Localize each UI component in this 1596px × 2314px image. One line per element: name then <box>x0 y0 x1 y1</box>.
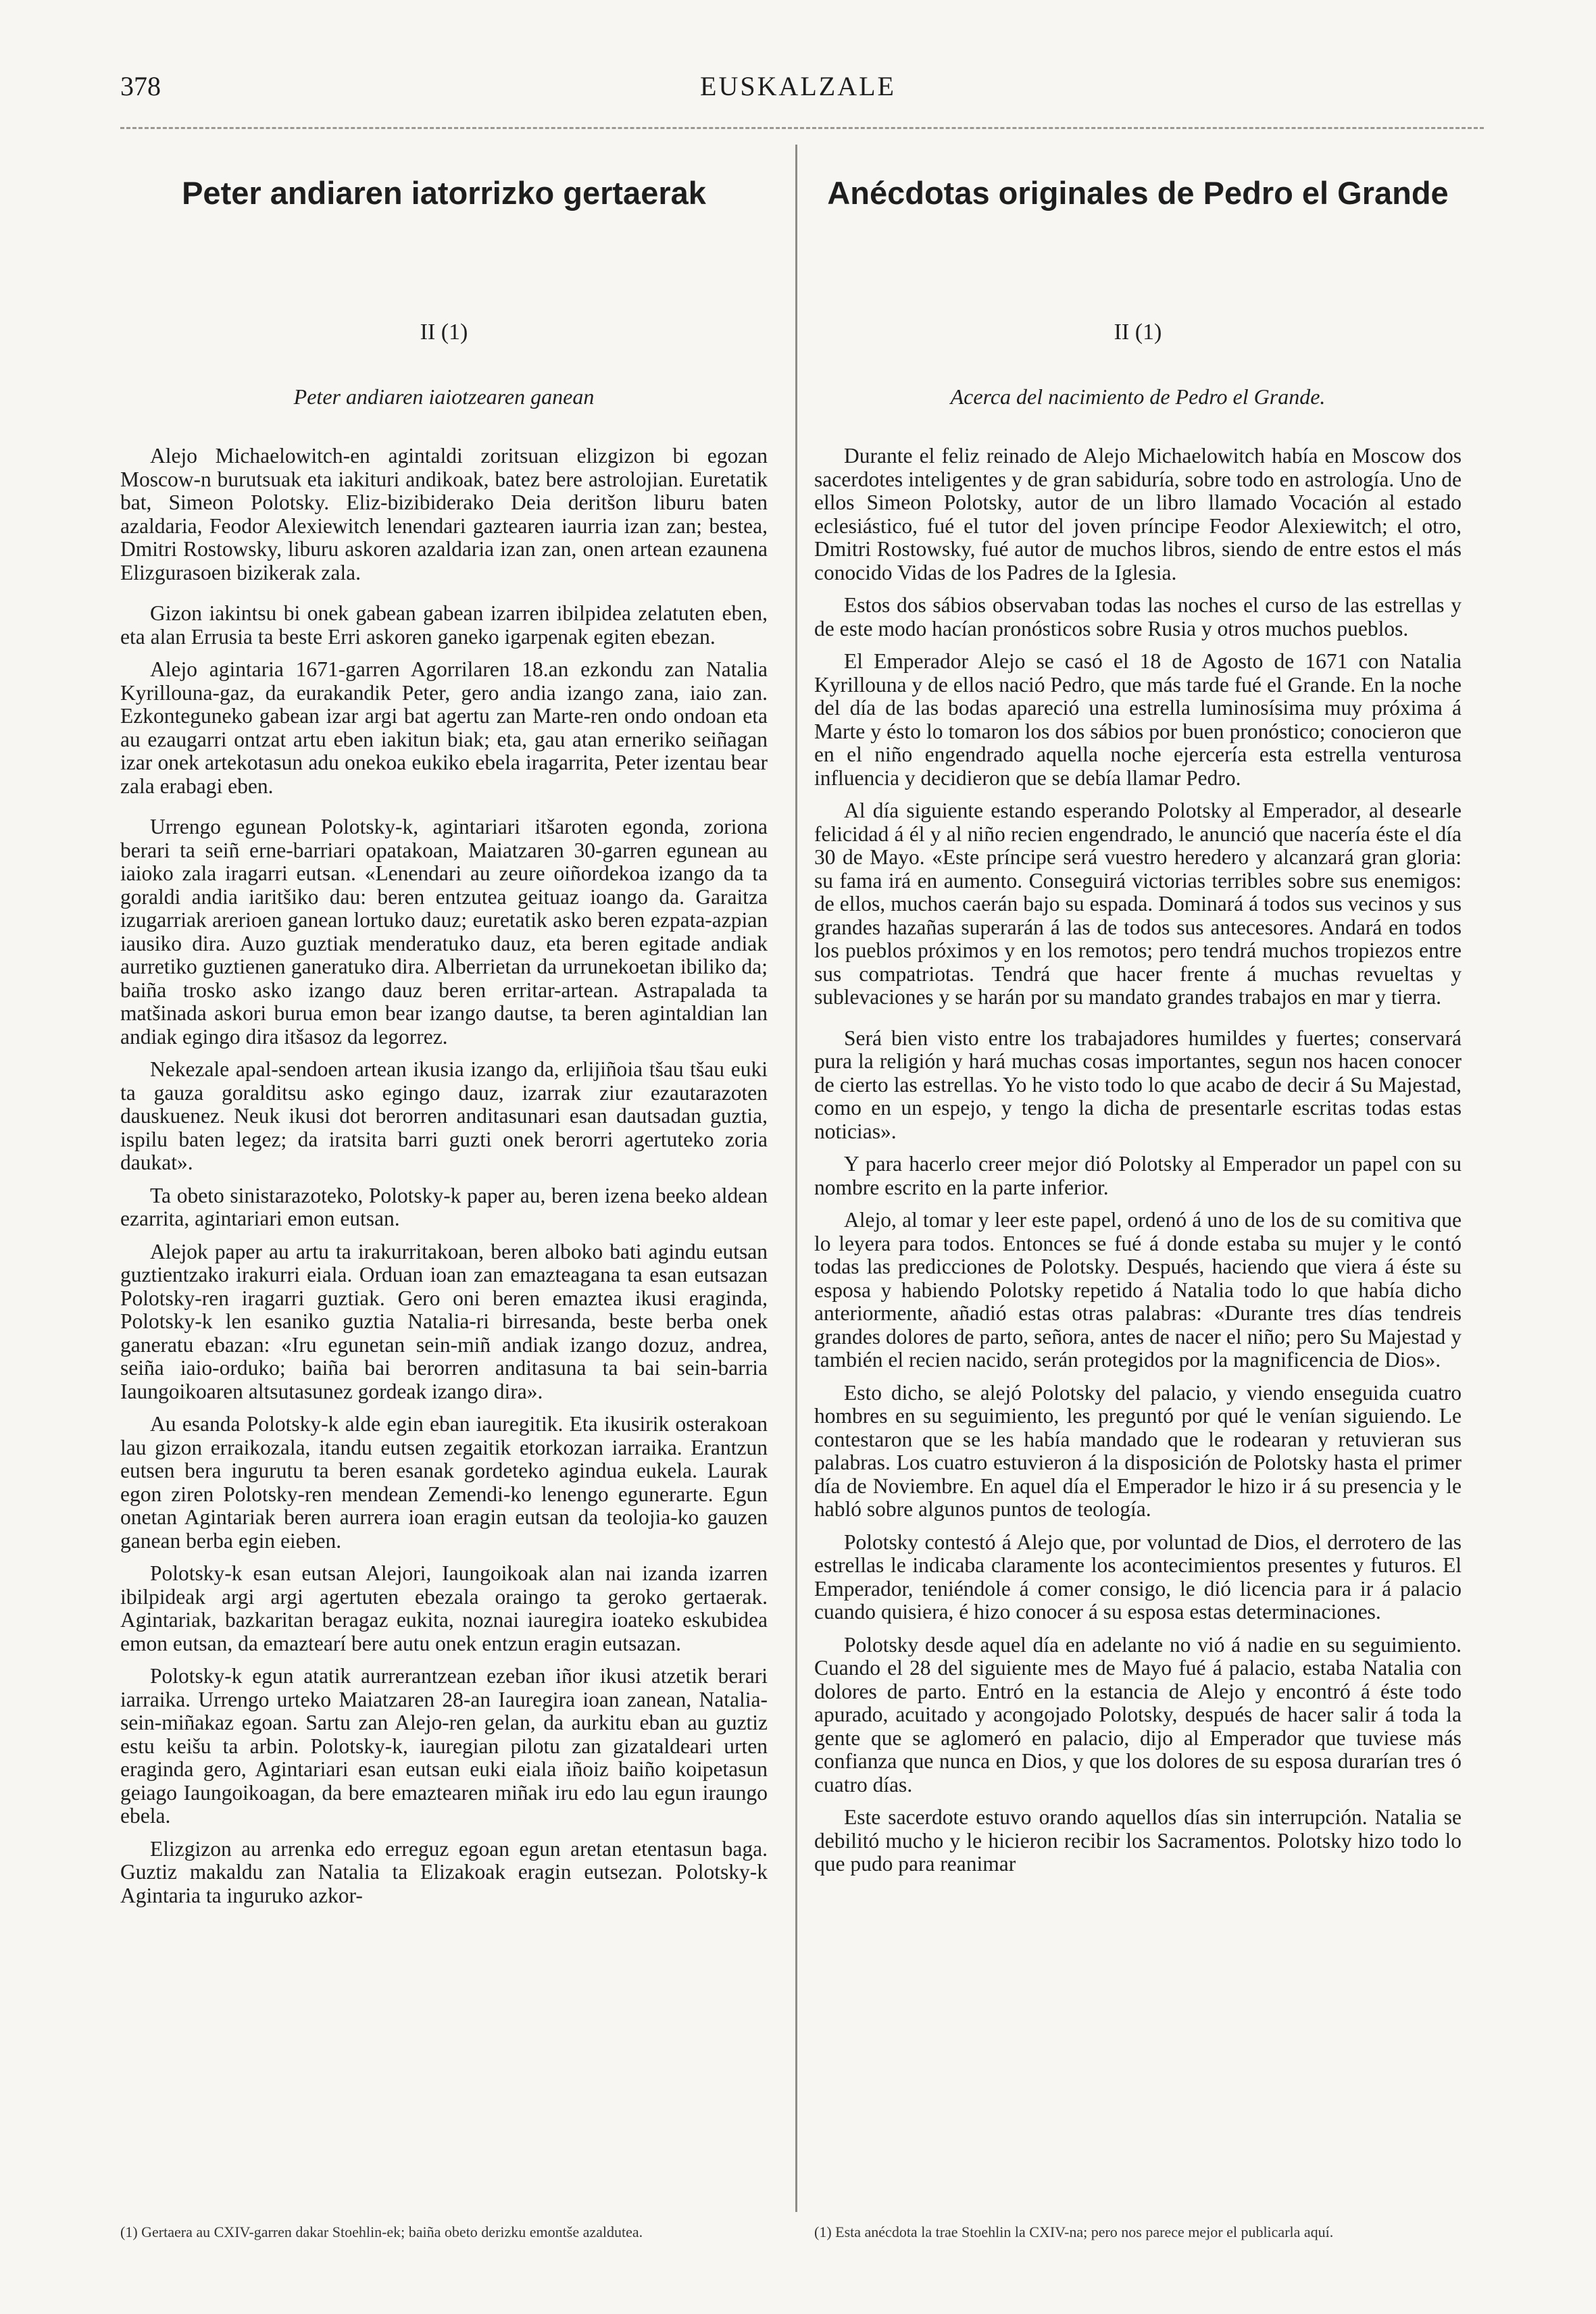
basque-paragraph: Au esanda Polotsky-k alde egin eban iauregitik. Eta ikusirik osterakoan lau gizon erraikozala, itandu eutsen zegaitik etorkozan iarraika. Erantzun eutsen bera ingurutu ta beren esanak gordeteko agindua eukela. Laurak egon ziren Polotsky-ren mendean Zemendi-ko lenengo egunerarte. Egun onetan Agintariak beren aurrera ioan eragin eutsan da teolojia-ko gauzen ganean berba egin eieben. <box>120 1412 768 1553</box>
basque-column <box>120 174 768 1917</box>
spanish-paragraph: Estos dos sábios observaban todas las noches el curso de las estrellas y de este modo hacían pronósticos sobre Rusia y otros muchos pueblos. <box>814 593 1462 640</box>
page-number: 378 <box>120 71 161 101</box>
basque-paragraph: Polotsky-k egun atatik aurrerantzean ezeban iñor ikusi atzetik berari iarraika. Urrengo urteko Maiatzaren 28-an Iauregira ioan zanean, Natalia-sein-miñakaz egoan. Sartu zan Alejo-ren gelan, da aurkitu eban au guztiz estu keišu ta arbin. Polotsky-k, iauregian pilotu zan gizataldeari urten eraginda gero, Agintariari esan eutsan euki eiala iñoiz baiño koipetasun geiago Iaungoikoagan, da bere emaztearen miñak iru edo lau egun iraungo ebela. <box>120 1664 768 1828</box>
basque-paragraph: Urrengo egunean Polotsky-k, agintariari itšaroten egonda, zoriona berari ta seiñ erne-barriari opatakoan, Maiatzaren 30-garren egunean au iaioko zala iragarri eutsan. «Lenendari au zeure oiñordekoa izango da ta goraldi andia iaritšiko dau: beren entzutea geituaz ioango da. Garaitza izugarriak arerioen ganean lortuko dauz; euretatik asko beren ezpata-azpian iausiko dira. Auzo guztiak menderatuko dauz, eta beren egitade andiak aurretiko guztienen ganeratuko dira. Alberrietan da urrunekoetan ibiliko da; baiña trosko asko izango dauz beren erritar-artean. Astrapalada ta matšinada askori burua emon bear izango dautse, ta beren agintaldian lan andiak egingo dira itšasoz da legorrez. <box>120 815 768 1049</box>
spanish-title: Anécdotas originales de Pedro el Grande <box>827 175 1449 211</box>
spanish-paragraph: Polotsky contestó á Alejo que, por voluntad de Dios, el derrotero de las estrellas le indicaba claramente los acontecimientos presentes y futuros. El Emperador, teniéndole á comer consigo, le dió licencia para ir á palacio cuando quisiera, é hizo conocer á su esposa estas determinaciones. <box>814 1530 1462 1624</box>
spanish-paragraph: Esto dicho, se alejó Polotsky del palacio, y viendo enseguida cuatro hombres en su seguimiento, les preguntó por qué le venían siguiendo. Le contestaron que se les había mandado que le rodearan y retuvieran sus palabras. Los cuatro estuvieron á la disposición de Polotsky hasta el primer día de Noviembre. En aquel día el Emperador le hizo ir á su presencia y le habló sobre algunos puntos de teología. <box>814 1380 1462 1521</box>
spanish-subtitle: Acerca del nacimiento de Pedro el Grande. <box>950 384 1326 409</box>
spanish-paragraph: Y para hacerlo creer mejor dió Polotsky al Emperador un papel con su nombre escrito en la parte inferior. <box>814 1152 1462 1199</box>
basque-paragraph: Alejo agintaria 1671-garren Agorrilaren 18.an ezkondu zan Natalia Kyrillouna-gaz, da eurakandik Peter, gero andia izango zana, iaio zan. Ezkonteguneko gabean izar argi bat agertu zan Marte-ren ondo ondoan eta au ezaugarri ontzat artu eben iakitun biak; eta, gau atan erneriko seiñagan izar onek artekotasun adu onekoa eukiko ebela iragarrita, Peter izentau bear zala erabagi eben. <box>120 657 768 798</box>
basque-paragraph: Polotsky-k esan eutsan Alejori, Iaungoikoak alan nai izanda izarren ibilpideak argi argi agertuten ebezala oraingo ta geroko gertaerak. Agintariak, bazkaritan beragaz eukita, noznai iauregira ioateko eskubidea emon eutsan, da emaztearí bere autu onek entzun eragin eutsazan. <box>120 1561 768 1655</box>
basque-paragraph: Ta obeto sinistarazoteko, Polotsky-k paper au, beren izena beeko aldean ezarrita, agintariari emon eutsan. <box>120 1183 768 1230</box>
spanish-column <box>814 174 1462 1886</box>
spanish-paragraph: Alejo, al tomar y leer este papel, ordenó á uno de los de su comitiva que lo leyera para todos. Entonces se fué á donde estaba su mujer y le contó todas las predicciones de Polotsky. Después, haciendo que viera á éste su esposa y habiendo Polotsky repetido á Natalia todo lo que había dicho anteriormente, añadió estas otras palabras: «Durante tres días tendreis grandes dolores de parto, señora, antes de nacer el niño; pero Su Majestad y también el recien nacido, serán protegidos por la magnificencia de Dios». <box>814 1208 1462 1372</box>
basque-paragraph: Elizgizon au arrenka edo erreguz egoan egun aretan etentasun baga. Guztiz makaldu zan Natalia ta Elizakoak eragin eutsezan. Polotsky-k Agintaria ta inguruko azkor- <box>120 1836 768 1907</box>
basque-paragraph: Alejo Michaelowitch-en agintaldi zoritsuan elizgizon bi egozan Moscow-n burutsuak eta iakituri andikoak, batez bere astrolojian. Euretatik bat, Simeon Polotsky. Eliz-bizibiderako Deia deritšon liburu baten azaldaria, Feodor Alexiewitch lenendari gaztearen iaurria izan zan; bestea, Dmitri Rostowsky, liburu askoren azaldaria izan zan, onen artean ezaunena Elizgurasoen bizikerak zala. <box>120 444 768 584</box>
running-title: EUSKALZALE <box>700 71 896 101</box>
spanish-paragraph: Este sacerdote estuvo orando aquellos días sin interrupción. Natalia se debilitó mucho y le hicieron recibir los Sacramentos. Polotsky hizo todo lo que pudo para reanimar <box>814 1805 1462 1876</box>
column-divider <box>795 145 797 2212</box>
basque-paragraph: Alejok paper au artu ta irakurritakoan, beren alboko bati agindu eutsan guztientzako irakurri eiala. Orduan ioan zan emazteagana ta esan eutsazan Polotsky-ren iragarri guztiak. Gero oni beren emaztea ikusi eraginda, Polotsky-k len esaniko guztia Natalia-ri birresanda, beste berba onek ganeratu ebazan: «Iru egunetan sein-miñ andiak izango dozuz, andrea, seiña iaio-orduko; baiña bai berorren anditasuna ta bai sein-barria Iaungoikoaren altsutasunez gordeak izango dira». <box>120 1239 768 1403</box>
basque-paragraph: Nekezale apal-sendoen artean ikusia izango da, erlijiñoia tšau tšau euki ta gauza goralditsu asko egingo dauz, izarrak ziur ezautarazoten dauskuenez. Neuk ikusi dot berorren anditasunari esan dautsadan guztia, ispilu baten legez; da iratsita barri guzti onek berorri agertuteko zoria daukat». <box>120 1057 768 1174</box>
basque-title: Peter andiaren iatorrizko gertaerak <box>182 175 706 211</box>
spanish-section-number: II (1) <box>1114 320 1162 345</box>
spanish-paragraph: Al día siguiente estando esperando Polotsky al Emperador, al desearle felicidad á él y al niño recien engendrado, le anunció que nacería éste el día 30 de Mayo. «Este príncipe será vuestro heredero y alcanzará gran gloria: su fama irá en aumento. Conseguirá victorias terribles sobre sus enemigos: de ellos, muchos caerán bajo su espada. Dominará á todos sus vecinos y sus grandes hazañas superarán á las de todos sus antecesores. Andará en todos los pueblos próximos y en los remotos; pero tendrá muchos tropiezos entre sus compatriotas. Tendrá que hacer frente á muchas revueltas y sublevaciones y se harán por su mandato grandes trabajos en mar y tierra. <box>814 799 1462 1009</box>
basque-section-number: II (1) <box>420 320 468 345</box>
basque-subtitle: Peter andiaren iaiotzearen ganean <box>293 384 595 409</box>
spanish-paragraph: El Emperador Alejo se casó el 18 de Agosto de 1671 con Natalia Kyrillouna y de ellos nació Pedro, que más tarde fué el Grande. En la noche del día de las bodas apareció una estrella luminosísima muy próxima á Marte y ésto lo tomaron los dos sábios por buen pronóstico; conocieron que en el niño engendrado aquella noche ejercería esta estrella venturosa influencia y decidieron que se debía llamar Pedro. <box>814 649 1462 790</box>
spanish-footnote: (1) Esta anécdota la trae Stoehlin la CXIV-na; pero nos parece mejor el publicarla aquí. <box>814 2223 1334 2240</box>
spanish-paragraph: Polotsky desde aquel día en adelante no vió á nadie en su seguimiento. Cuando el 28 del siguiente mes de Mayo fué á palacio, estaba Natalia con dolores de parto. Entró en la estancia de Alejo y encontró á éste todo apurado, acuitado y acongojado Polotsky, después de hacer salir á toda la gente que se aglomeró en palacio, dijo al Emperador que tuviese más confianza que nunca en Dios, y que los dolores de su esposa durarían tres ó cuatro días. <box>814 1632 1462 1796</box>
header-rule <box>120 127 1484 129</box>
basque-footnote: (1) Gertaera au CXIV-garren dakar Stoehlin-ek; baiña obeto derizku emontše azaldutea. <box>120 2223 643 2240</box>
basque-paragraph: Gizon iakintsu bi onek gabean gabean izarren ibilpidea zelatuten eben, eta alan Errusia ta beste Erri askoren ganeko igarpenak egiten ebezan. <box>120 601 768 649</box>
spanish-paragraph: Durante el feliz reinado de Alejo Michaelowitch había en Moscow dos sacerdotes inteligentes y de gran sabiduría, sobre todo en astrología. Uno de ellos Simeon Polotsky, autor de un libro llamado Vocación al estado eclesiástico, fué el tutor del joven príncipe Feodor Alexiewitch; el otro, Dmitri Rostowsky, fué autor de muchos libros, siendo de entre estos el más conocido Vidas de los Padres de la Iglesia. <box>814 444 1462 584</box>
spanish-paragraph: Será bien visto entre los trabajadores humildes y fuertes; conservará pura la religión y hará muchas cosas importantes, segun nos hacen conocer de cierto las estrellas. Yo he visto todo lo que acabo de decir á Su Majestad, como en un espejo, y tengo la dicha de presentarle escritas todas estas noticias». <box>814 1026 1462 1143</box>
